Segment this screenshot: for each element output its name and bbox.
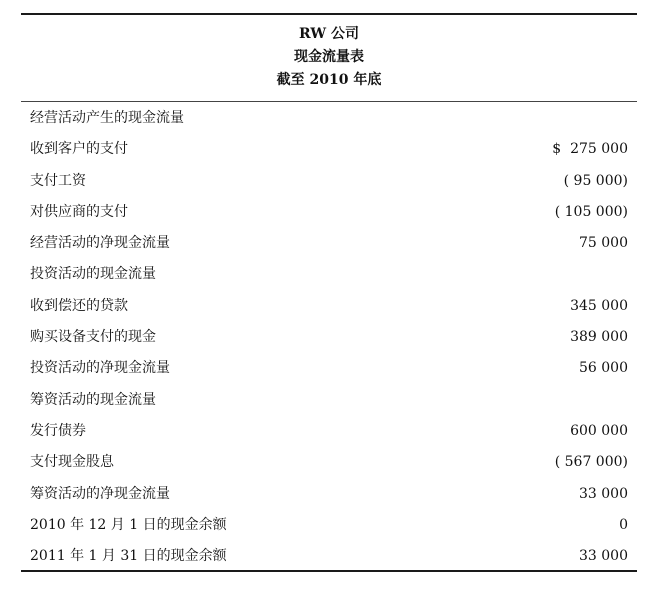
row-value: 33 000 bbox=[579, 548, 628, 565]
row-value bbox=[628, 259, 637, 290]
row-value: 600 000 bbox=[570, 422, 628, 439]
row-label: 支付现金股息 bbox=[30, 454, 114, 471]
row-label: 收到偿还的贷款 bbox=[30, 297, 128, 314]
row-value: 345 000 bbox=[570, 297, 628, 314]
row-label: 投资活动的现金流量 bbox=[30, 266, 156, 283]
row-value: ( 95 000) bbox=[563, 172, 628, 189]
table-row bbox=[21, 291, 637, 322]
row-label: 筹资活动的净现金流量 bbox=[30, 485, 170, 502]
table-row bbox=[21, 197, 637, 228]
row-label: 2010 年 12 月 1 日的现金余额 bbox=[30, 516, 227, 533]
cash-flow-statement bbox=[21, 13, 637, 572]
row-label: 对供应商的支付 bbox=[30, 203, 128, 220]
row-value: 33 000 bbox=[579, 485, 628, 502]
company-name: RW 公司 bbox=[299, 26, 359, 42]
table-row bbox=[21, 166, 637, 197]
statement-title: 现金流量表 bbox=[294, 49, 364, 65]
table-row bbox=[21, 322, 637, 353]
row-value: ( 567 000) bbox=[554, 454, 628, 471]
row-value: 0 bbox=[619, 516, 628, 533]
row-label: 投资活动的净现金流量 bbox=[30, 360, 170, 377]
table-row bbox=[21, 385, 637, 416]
table-row bbox=[21, 541, 637, 572]
table-row bbox=[21, 447, 637, 478]
row-label: 收到客户的支付 bbox=[30, 141, 128, 158]
row-value bbox=[628, 385, 637, 416]
row-value: 56 000 bbox=[579, 360, 628, 377]
table-row bbox=[21, 134, 637, 165]
statement-rows bbox=[21, 102, 637, 572]
table-row bbox=[21, 228, 637, 259]
row-label: 购买设备支付的现金 bbox=[30, 329, 156, 346]
table-row bbox=[21, 103, 637, 134]
row-label: 支付工资 bbox=[30, 172, 86, 189]
table-row bbox=[21, 353, 637, 384]
statement-header bbox=[21, 15, 637, 102]
row-value bbox=[628, 103, 637, 134]
table-row bbox=[21, 259, 637, 290]
table-row bbox=[21, 416, 637, 447]
statement-period: 截至 2010 年底 bbox=[276, 72, 382, 88]
row-value: 75 000 bbox=[579, 235, 628, 252]
row-value: ( 105 000) bbox=[554, 203, 628, 220]
row-value: $ 275 000 bbox=[552, 141, 628, 158]
row-label: 经营活动产生的现金流量 bbox=[30, 110, 184, 126]
row-label: 筹资活动的现金流量 bbox=[30, 391, 156, 408]
table-row bbox=[21, 510, 637, 541]
row-value: 389 000 bbox=[570, 329, 628, 346]
row-label: 2011 年 1 月 31 日的现金余额 bbox=[30, 548, 227, 565]
row-label: 发行债券 bbox=[30, 422, 86, 439]
table-row bbox=[21, 479, 637, 510]
row-label: 经营活动的净现金流量 bbox=[30, 235, 170, 252]
